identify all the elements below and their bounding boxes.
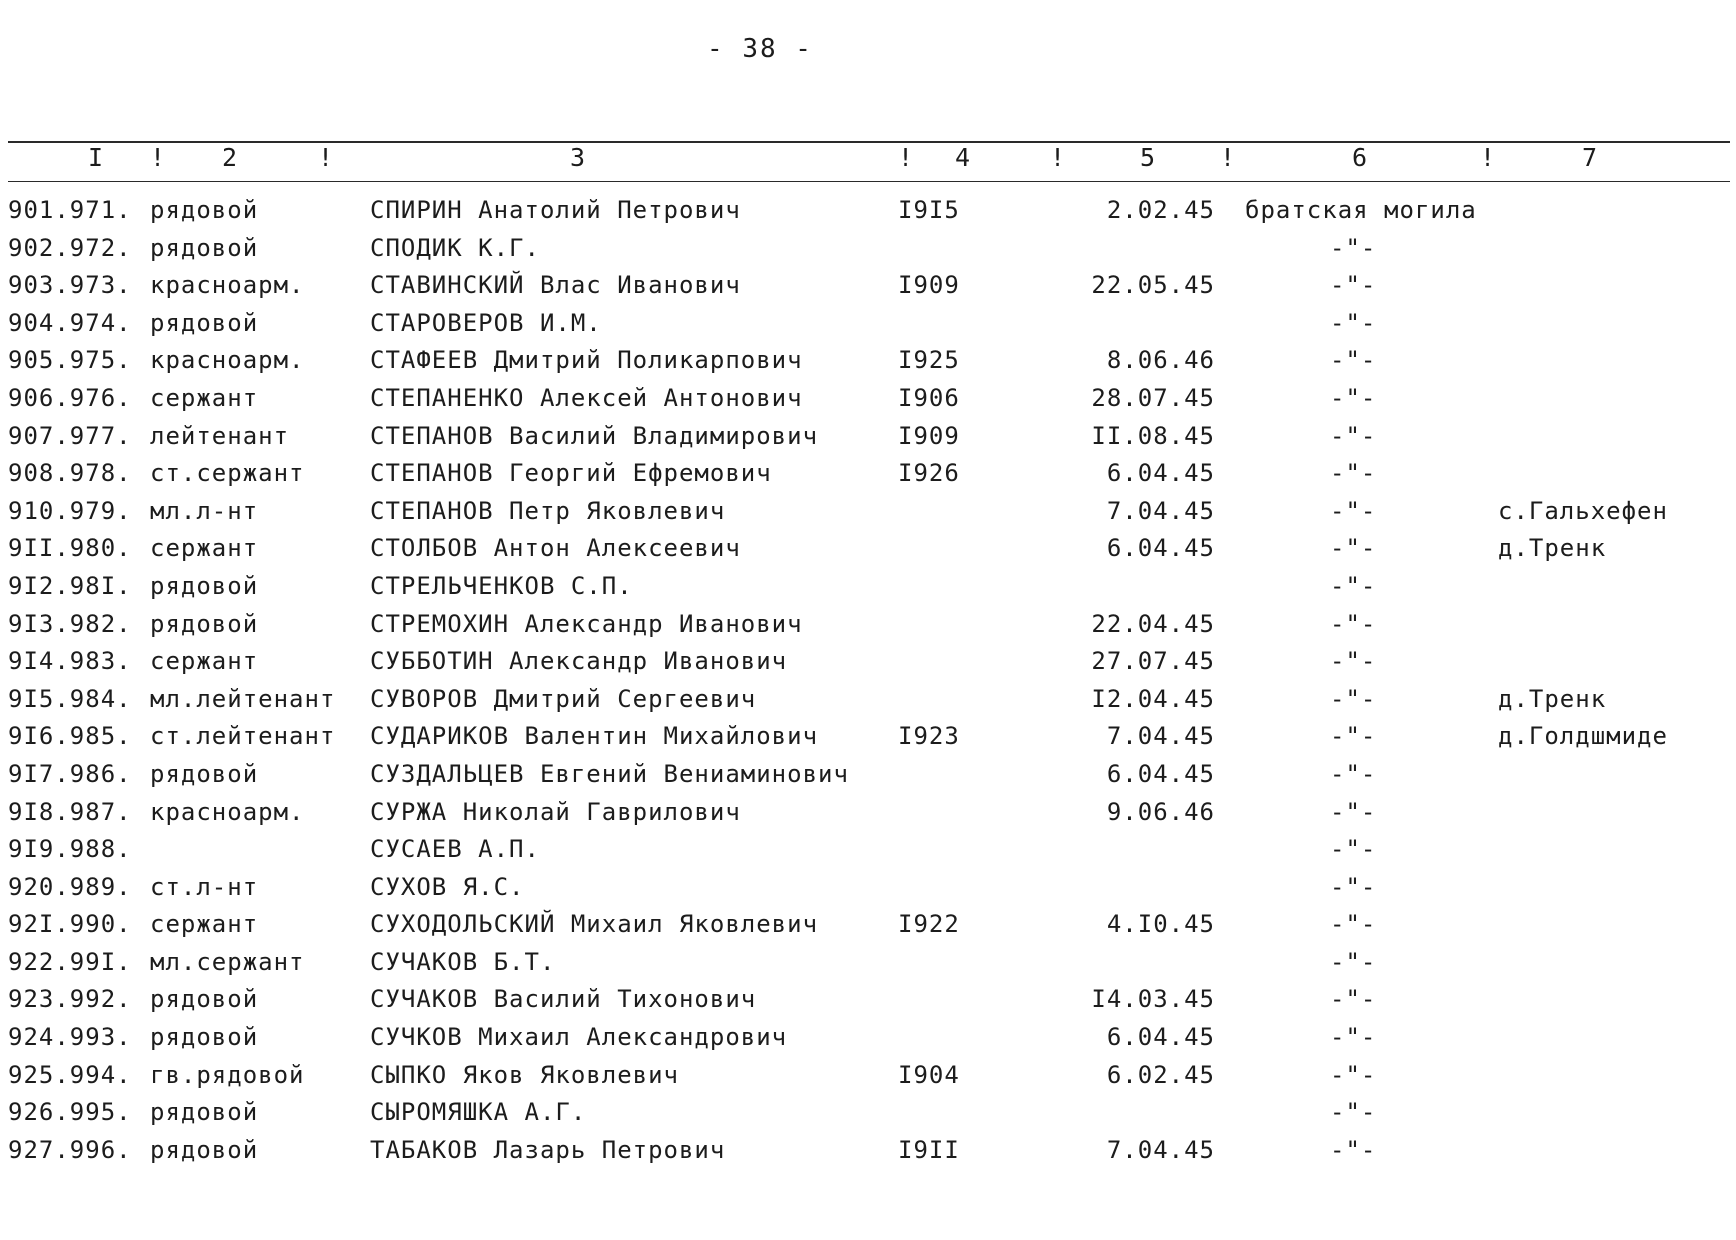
record-number: 9I4.983. — [8, 647, 132, 676]
full-name: СУЧКОВ Михаил Александрович — [370, 1023, 788, 1052]
death-date: I4.03.45 — [1091, 985, 1215, 1014]
header-col-4: 4 — [955, 143, 971, 172]
rank: рядовой — [150, 1135, 259, 1164]
table-row — [0, 234, 1736, 272]
table-row — [0, 1098, 1736, 1136]
burial-place: -"- — [1330, 459, 1377, 488]
death-date: 2.02.45 — [1106, 196, 1215, 224]
rank: лейтенант — [150, 421, 290, 450]
death-date: 8.06.46 — [1106, 346, 1215, 375]
burial-place: -"- — [1330, 910, 1377, 939]
full-name: СУВОРОВ Дмитрий Сергеевич — [370, 684, 757, 713]
full-name: СЫРОМЯШКА А.Г. — [370, 1098, 587, 1127]
record-number: 9I7.986. — [8, 759, 132, 788]
record-number: 902.972. — [8, 233, 132, 262]
burial-place: -"- — [1330, 421, 1377, 450]
birth-year: I909 — [898, 271, 960, 300]
birth-year: I909 — [898, 421, 960, 450]
birth-year: I923 — [898, 722, 960, 751]
table-row — [0, 835, 1736, 873]
death-date: 28.07.45 — [1091, 383, 1215, 412]
death-date: 6.04.45 — [1106, 759, 1215, 788]
burial-place: -"- — [1330, 872, 1377, 901]
table-row — [0, 309, 1736, 347]
birth-year: I904 — [898, 1060, 960, 1089]
header-separator: ! — [150, 143, 166, 172]
rank: рядовой — [150, 233, 259, 262]
burial-place: братская могила — [1245, 196, 1477, 224]
burial-place: -"- — [1330, 759, 1377, 788]
table-row — [0, 384, 1736, 422]
rank: красноарм. — [150, 797, 305, 826]
header-separator: ! — [898, 143, 914, 172]
burial-place: -"- — [1330, 1098, 1377, 1127]
birth-year: I9II — [898, 1135, 960, 1164]
burial-place: -"- — [1330, 647, 1377, 676]
rank: рядовой — [150, 308, 259, 337]
full-name: СУРЖА Николай Гаврилович — [370, 797, 741, 826]
full-name: СТАРОВЕРОВ И.М. — [370, 308, 602, 337]
full-name: СУЧАКОВ Б.Т. — [370, 947, 556, 976]
table-row — [0, 760, 1736, 798]
burial-place: -"- — [1330, 346, 1377, 375]
rank: ст.лейтенант — [150, 722, 336, 751]
table-row — [0, 422, 1736, 460]
table-row — [0, 798, 1736, 836]
table-row — [0, 910, 1736, 948]
full-name: СПИРИН Анатолий Петрович — [370, 196, 741, 224]
death-date: 6.02.45 — [1106, 1060, 1215, 1089]
header-col-6: 6 — [1352, 143, 1368, 172]
full-name: СТРЕМОХИН Александр Иванович — [370, 609, 803, 638]
rank: рядовой — [150, 1098, 259, 1127]
record-number: 9I9.988. — [8, 835, 132, 864]
table-row — [0, 647, 1736, 685]
birth-year: I906 — [898, 383, 960, 412]
header-separator: ! — [1220, 143, 1236, 172]
rank: рядовой — [150, 1023, 259, 1052]
burial-place: -"- — [1330, 308, 1377, 337]
table-row — [0, 685, 1736, 723]
rank: рядовой — [150, 759, 259, 788]
table-row — [0, 534, 1736, 572]
birth-year: I922 — [898, 910, 960, 939]
table-row — [0, 1023, 1736, 1061]
burial-place: -"- — [1330, 571, 1377, 600]
record-number: 906.976. — [8, 383, 132, 412]
full-name: СТАФЕЕВ Дмитрий Поликарпович — [370, 346, 803, 375]
death-date: II.08.45 — [1091, 421, 1215, 450]
record-number: 926.995. — [8, 1098, 132, 1127]
record-number: 904.974. — [8, 308, 132, 337]
record-number: 907.977. — [8, 421, 132, 450]
full-name: СУББОТИН Александр Иванович — [370, 647, 788, 676]
rank: рядовой — [150, 609, 259, 638]
death-date: I2.04.45 — [1091, 684, 1215, 713]
table-header — [0, 143, 1736, 179]
record-number: 901.971. — [8, 196, 132, 224]
header-separator: ! — [1480, 143, 1496, 172]
full-name: СТЕПАНЕНКО Алексей Антонович — [370, 383, 803, 412]
death-date: 6.04.45 — [1106, 534, 1215, 563]
death-date: 27.07.45 — [1091, 647, 1215, 676]
record-number: 925.994. — [8, 1060, 132, 1089]
burial-place: -"- — [1330, 797, 1377, 826]
rank: сержант — [150, 534, 259, 563]
record-number: 9I8.987. — [8, 797, 132, 826]
record-number: 9II.980. — [8, 534, 132, 563]
burial-place: -"- — [1330, 609, 1377, 638]
full-name: ТАБАКОВ Лазарь Петрович — [370, 1135, 726, 1164]
burial-place: -"- — [1330, 271, 1377, 300]
death-date: 7.04.45 — [1106, 496, 1215, 525]
full-name: СУЗДАЛЬЦЕВ Евгений Вениаминович — [370, 759, 849, 788]
rank: ст.л-нт — [150, 872, 259, 901]
burial-place: -"- — [1330, 835, 1377, 864]
record-number: 905.975. — [8, 346, 132, 375]
record-number: 9I5.984. — [8, 684, 132, 713]
burial-place: -"- — [1330, 1023, 1377, 1052]
rank: рядовой — [150, 571, 259, 600]
record-number: 922.99I. — [8, 947, 132, 976]
rank: ст.сержант — [150, 459, 305, 488]
record-number: 924.993. — [8, 1023, 132, 1052]
death-date: 7.04.45 — [1106, 1135, 1215, 1164]
birth-year: I925 — [898, 346, 960, 375]
burial-place: -"- — [1330, 947, 1377, 976]
table-header-rule — [8, 181, 1730, 182]
rank: рядовой — [150, 196, 259, 224]
burial-place: -"- — [1330, 1135, 1377, 1164]
birth-year: I926 — [898, 459, 960, 488]
full-name: СТЕПАНОВ Василий Владимирович — [370, 421, 819, 450]
burial-place: -"- — [1330, 496, 1377, 525]
rank: гв.рядовой — [150, 1060, 305, 1089]
rank: рядовой — [150, 985, 259, 1014]
burial-location: д.Тренк — [1498, 534, 1607, 563]
death-date: 6.04.45 — [1106, 459, 1215, 488]
table-row — [0, 459, 1736, 497]
birth-year: I9I5 — [898, 196, 960, 224]
rank: мл.лейтенант — [150, 684, 336, 713]
header-col-2: 2 — [222, 143, 238, 172]
death-date: 9.06.46 — [1106, 797, 1215, 826]
record-number: 920.989. — [8, 872, 132, 901]
record-number: 927.996. — [8, 1135, 132, 1164]
record-number: 903.973. — [8, 271, 132, 300]
header-col-7: 7 — [1582, 143, 1598, 172]
burial-location: с.Гальхефен — [1498, 496, 1668, 525]
burial-place: -"- — [1330, 233, 1377, 262]
table-row — [0, 1136, 1736, 1174]
record-number: 9I3.982. — [8, 609, 132, 638]
death-date: 6.04.45 — [1106, 1023, 1215, 1052]
table-row — [0, 610, 1736, 648]
table-row — [0, 346, 1736, 384]
full-name: СПОДИК К.Г. — [370, 233, 540, 262]
full-name: СТОЛБОВ Антон Алексеевич — [370, 534, 741, 563]
full-name: СЫПКО Яков Яковлевич — [370, 1060, 679, 1089]
table-row — [0, 572, 1736, 610]
burial-location: д.Тренк — [1498, 684, 1607, 713]
header-col-3: 3 — [570, 143, 586, 172]
rank: сержант — [150, 910, 259, 939]
record-number: 9I6.985. — [8, 722, 132, 751]
rank: красноарм. — [150, 346, 305, 375]
record-number: 908.978. — [8, 459, 132, 488]
table-row — [0, 271, 1736, 309]
death-date: 22.04.45 — [1091, 609, 1215, 638]
rank: красноарм. — [150, 271, 305, 300]
burial-place: -"- — [1330, 1060, 1377, 1089]
header-separator: ! — [318, 143, 334, 172]
burial-location: д.Голдшмиде — [1498, 722, 1668, 751]
table-row — [0, 497, 1736, 535]
death-date: 22.05.45 — [1091, 271, 1215, 300]
rank: мл.сержант — [150, 947, 305, 976]
rank: мл.л-нт — [150, 496, 259, 525]
record-number: 92I.990. — [8, 910, 132, 939]
record-number: 923.992. — [8, 985, 132, 1014]
table-row — [0, 196, 1736, 234]
header-separator: ! — [1050, 143, 1066, 172]
page-number: - 38 - — [707, 34, 813, 64]
full-name: СУХОВ Я.С. — [370, 872, 525, 901]
full-name: СУСАЕВ А.П. — [370, 835, 540, 864]
full-name: СУДАРИКОВ Валентин Михайлович — [370, 722, 819, 751]
table-row — [0, 1061, 1736, 1099]
table-row — [0, 948, 1736, 986]
record-number: 9I2.98I. — [8, 571, 132, 600]
death-date: 4.I0.45 — [1106, 910, 1215, 939]
rank: сержант — [150, 647, 259, 676]
full-name: СТРЕЛЬЧЕНКОВ С.П. — [370, 571, 633, 600]
burial-place: -"- — [1330, 722, 1377, 751]
burial-place: -"- — [1330, 383, 1377, 412]
table-row — [0, 873, 1736, 911]
burial-place: -"- — [1330, 684, 1377, 713]
table-row — [0, 722, 1736, 760]
burial-place: -"- — [1330, 985, 1377, 1014]
header-col-5: 5 — [1140, 143, 1156, 172]
death-date: 7.04.45 — [1106, 722, 1215, 751]
burial-place: -"- — [1330, 534, 1377, 563]
full-name: СУЧАКОВ Василий Тихонович — [370, 985, 757, 1014]
table-row — [0, 985, 1736, 1023]
rank: сержант — [150, 383, 259, 412]
record-number: 910.979. — [8, 496, 132, 525]
full-name: СТАВИНСКИЙ Влас Иванович — [370, 271, 741, 300]
full-name: СТЕПАНОВ Петр Яковлевич — [370, 496, 726, 525]
full-name: СУХОДОЛЬСКИЙ Михаил Яковлевич — [370, 910, 819, 939]
table-body — [0, 196, 1736, 1173]
full-name: СТЕПАНОВ Георгий Ефремович — [370, 459, 772, 488]
header-col-1: I — [88, 143, 104, 172]
